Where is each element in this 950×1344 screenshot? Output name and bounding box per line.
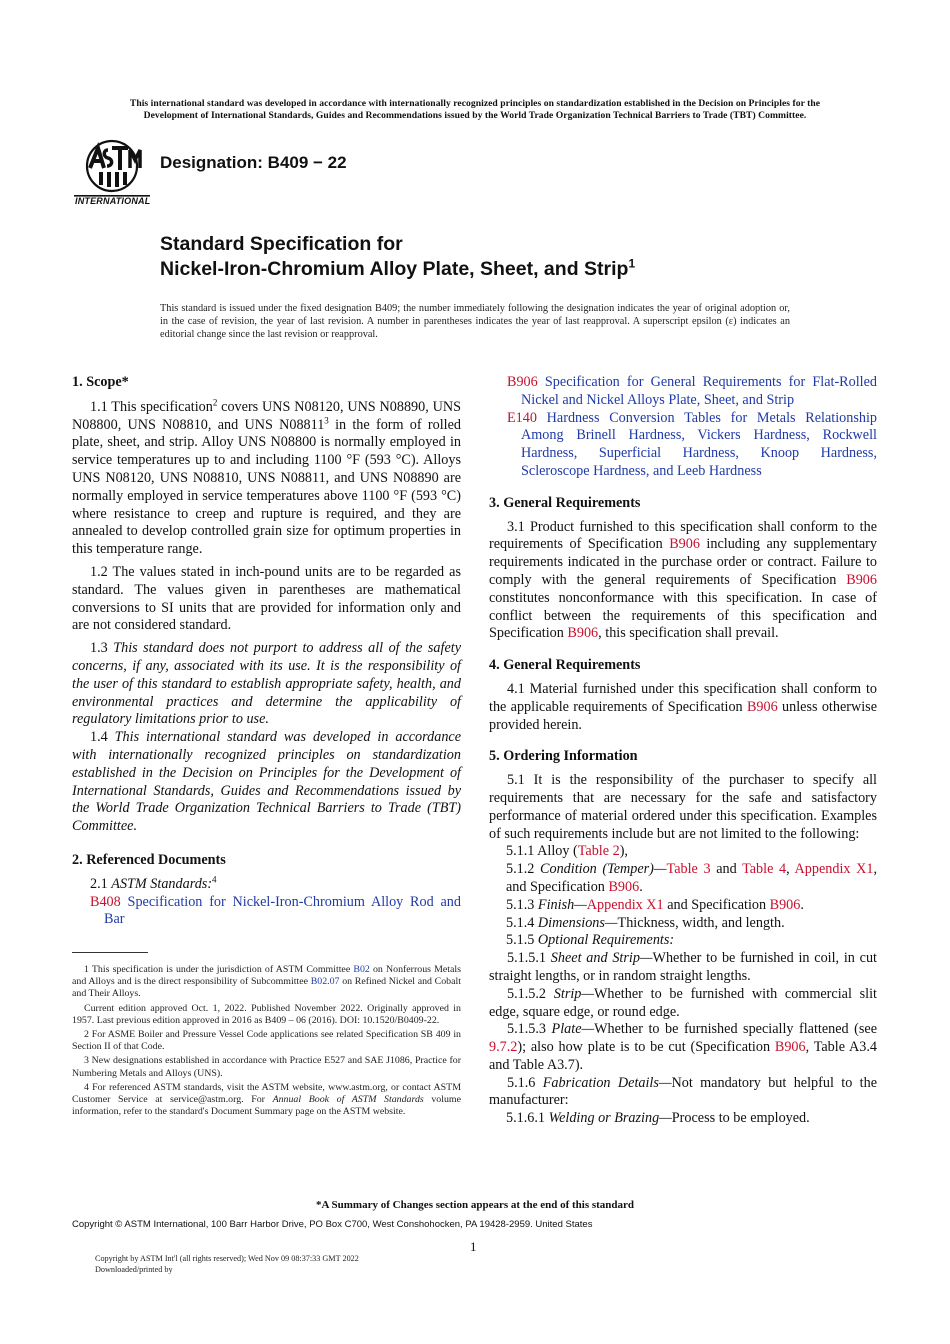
footnote-4: 4 For referenced ASTM standards, visit the ASTM website, www.astm.org, or contact ASTM Customer Service at service@astm.org. For Annual Book of ASTM Standards volume information, refer to the standard's Document Summary page on the ASTM website. [72, 1081, 461, 1118]
ordering-item-5-1-2: 5.1.2 Condition (Temper)—Table 3 and Table 4, Appendix X1, and Specification B906. [506, 861, 878, 895]
scope-paragraph-4: 1.4 This international standard was developed in accordance with internationally recognized principles on standardization established in the Decision on Principles for the Development of International Standards, Guides and Recommendations issued by the World Trade Organization Technical Barriers to Trade (TBT) Committee. [72, 729, 462, 835]
reference-link-b408[interactable]: B408 [90, 893, 121, 910]
download-note [95, 1254, 359, 1275]
issued-note: This standard is issued under the fixed designation B409; the number immediately following the designation indicates the year of original adoption or, in the case of revision, the year of last revision. A number in parentheses indicates the year of last reapproval. A superscript epsilon (ε) indicates an editorial change since the last revision or reapproval. [160, 303, 790, 340]
right-column [489, 374, 877, 1128]
summary-of-changes-note: *A Summary of Changes section appears at the end of this standard [315, 1199, 635, 1211]
ordering-item-5-1-5: 5.1.5 Optional Requirements: [506, 932, 675, 949]
ordering-item-5-1-5-1: 5.1.5.1 Sheet and Strip—Whether to be furnished in coil, in cut straight lengths, or in random straight lengths. [489, 950, 878, 984]
footnote-link-b02-07[interactable]: B02.07 [310, 976, 340, 988]
reference-link-e140[interactable]: E140 [507, 409, 537, 426]
link-b906[interactable]: B906 [669, 536, 700, 553]
footnote-3: 3 New designations established in accordance with Practice E527 and SAE J1086, Practice for Numbering Metals and Alloys (UNS). [72, 1055, 461, 1079]
footnotes [72, 964, 461, 1120]
footnote-link-b02[interactable]: B02 [353, 964, 370, 975]
download-note-line2: Downloaded/printed by [95, 1264, 173, 1274]
reference-item-b906: B906 Specification for General Requirements for Flat-Rolled Nickel and Nickel Alloys Plate, Sheet, and Strip [507, 374, 877, 408]
title-line2 [160, 257, 635, 282]
general-requirements-3-paragraph: 3.1 Product furnished to this specification shall conform to the requirements of Specification B906 including any supplementary requirements indicated in the purchase order or contract. Failure to comply with the general requirements of Specification B906 constitutes nonconformance with this specification. In case of conflict between the requirements of this specification and Specification B906, this specification shall prevail. [489, 518, 877, 642]
link-table-4[interactable]: Table 4 [742, 861, 787, 878]
footnote-1-edition: Current edition approved Oct. 1, 2022. Published November 2022. Originally approved in 1957. Last previous edition approved in 2016 as B409 – 06 (2016). DOI: 10.1520/B0409-22. [72, 1002, 461, 1026]
designation: Designation: B409 − 22 [160, 153, 347, 172]
astm-logo [72, 138, 152, 208]
footnote-ref-2: 2 [212, 397, 218, 408]
page-number: 1 [470, 1239, 477, 1254]
title-line1: Standard Specification for [160, 233, 403, 255]
footnote-2: 2 For ASME Boiler and Pressure Vessel Code applications see related Specification SB 409 in Section II of that Code. [72, 1029, 461, 1053]
copyright-line: Copyright © ASTM International, 100 Barr Harbor Drive, PO Box C700, West Conshohocken, PA 19428-2959. United States [72, 1219, 593, 1230]
wto-notice-line1: This international standard was developed in accordance with internationally recognized principles on standardization established in the Decision on Principles for the [129, 98, 821, 109]
reference-item-b408: B408 Specification for Nickel-Iron-Chromium Alloy Rod and Bar [90, 893, 461, 928]
scope-paragraph-2: 1.2 The values stated in inch-pound units are to be regarded as standard. The values given in parentheses are mathematical conversions to SI units that are provided for information only and are not considered standard. [72, 563, 461, 634]
wto-notice-line2: Development of International Standards, Guides and Recommendations issued by the World Trade Organization Technical Barriers to Trade (TBT) Committee. [143, 110, 807, 121]
ordering-item-5-1-6: 5.1.6 Fabrication Details—Not mandatory but helpful to the manufacturer: [489, 1074, 877, 1109]
section-referenced-documents-heading: 2. Referenced Documents [72, 851, 226, 868]
link-appendix-x1[interactable]: Appendix X1 [794, 861, 874, 878]
link-b906[interactable]: B906 [567, 625, 599, 642]
footnote-ref-3: 3 [324, 414, 329, 425]
ordering-item-5-1-1: 5.1.1 Alloy (Table 2), [506, 843, 628, 860]
section-ordering-information-heading: 5. Ordering Information [489, 748, 638, 765]
general-requirements-4-paragraph: 4.1 Material furnished under this specification shall conform to the applicable requirements of Specification B906 unless otherwise provided herein. [489, 680, 877, 733]
ordering-paragraph-5-1: 5.1 It is the responsibility of the purchaser to specify all requirements that are necessary for the safe and satisfactory performance of material ordered under this specification. Examples of such requirements include but are not limited to the following: [489, 772, 877, 842]
link-appendix-x1[interactable]: Appendix X1 [586, 896, 664, 913]
scope-paragraph-3: 1.3 This standard does not purport to address all of the safety concerns, if any, associated with its use. It is the responsibility of the user of this standard to establish appropriate safety, health, and environmental practices and determine the applicability of regulatory limitations prior to use. [72, 640, 461, 728]
link-b906[interactable]: B906 [769, 896, 801, 913]
ordering-item-5-1-5-2: 5.1.5.2 Strip—Whether to be furnished with commercial slit edge, square edge, or round edge. [489, 985, 878, 1020]
link-b906[interactable]: B906 [846, 571, 877, 588]
link-9-7-2[interactable]: 9.7.2 [489, 1039, 518, 1056]
link-table-3[interactable]: Table 3 [666, 861, 711, 878]
left-column [72, 374, 461, 929]
ordering-item-5-1-4: 5.1.4 Dimensions—Thickness, width, and length. [506, 914, 785, 931]
referenced-documents-paragraph-1: 2.1 ASTM Standards:$^4$ [90, 873, 217, 892]
download-note-line1: Copyright by ASTM Int'l (all rights reserved); Wed Nov 09 08:37:33 GMT 2022 [95, 1254, 359, 1263]
logo-text: INTERNATIONAL [75, 196, 151, 206]
reference-item-e140: E140 Hardness Conversion Tables for Metals Relationship Among Brinell Hardness, Vickers Hardness, Rockwell Hardness, Superficial Hardness, Knoop Hardness, Scleroscope Hardness, and Leeb Hardness [507, 409, 877, 479]
title-line2-text: Nickel-Iron-Chromium Alloy Plate, Sheet, and Strip [160, 258, 629, 280]
footnote-1: 1 This specification is under the jurisdiction of ASTM Committee B02 on Nonferrous Metals and Alloys and is the direct responsibility of Subcommittee B02.07 on Refined Nickel and Cobalt and Their Alloys. [72, 964, 461, 1000]
reference-link-b906[interactable]: B906 [507, 374, 538, 390]
footnote-ref-4: 4 [212, 873, 217, 884]
ordering-item-5-1-5-3: 5.1.5.3 Plate—Whether to be furnished specially flattened (see 9.7.2); also how plate is to be cut (Specification B906, Table A3.4 and Table A3.7). [489, 1021, 877, 1073]
wto-notice [72, 98, 878, 122]
link-table-2[interactable]: Table 2 [577, 843, 620, 860]
link-b906[interactable]: B906 [746, 698, 778, 715]
ordering-item-5-1-6-1: 5.1.6.1 Welding or Brazing—Process to be employed. [506, 1110, 810, 1127]
section-scope-heading: 1. Scope* [72, 374, 129, 390]
link-b906[interactable]: B906 [774, 1039, 806, 1056]
scope-paragraph-1: 1.1 This specification$^2$ covers UNS N08120, UNS N08890, UNS N08800, UNS N08810, and UNS N08811$^3$ in the form of rolled plate, sheet, and strip. Alloy UNS N08800 is normally employed in service temperatures up to and including 1100 °F (593 °C). Alloys UNS N08120, UNS N08810, UNS N08811, and UNS N08890 are normally employed in service temperatures above 1100 °F (593 °C) where resistance to creep and rupture is required, and they are annealed to develop controlled grain size for optimum properties in this temperature range. [72, 397, 461, 558]
document-title [160, 232, 635, 282]
section-general-requirements-4-heading: 4. General Requirements [489, 657, 641, 674]
footnote-divider [72, 952, 148, 953]
section-general-requirements-3-heading: 3. General Requirements [489, 494, 641, 511]
title-footnote-mark: 1 [628, 256, 636, 271]
ordering-item-5-1-3: 5.1.3 Finish—Appendix X1 and Specification B906. [506, 896, 804, 913]
link-b906[interactable]: B906 [608, 878, 640, 895]
